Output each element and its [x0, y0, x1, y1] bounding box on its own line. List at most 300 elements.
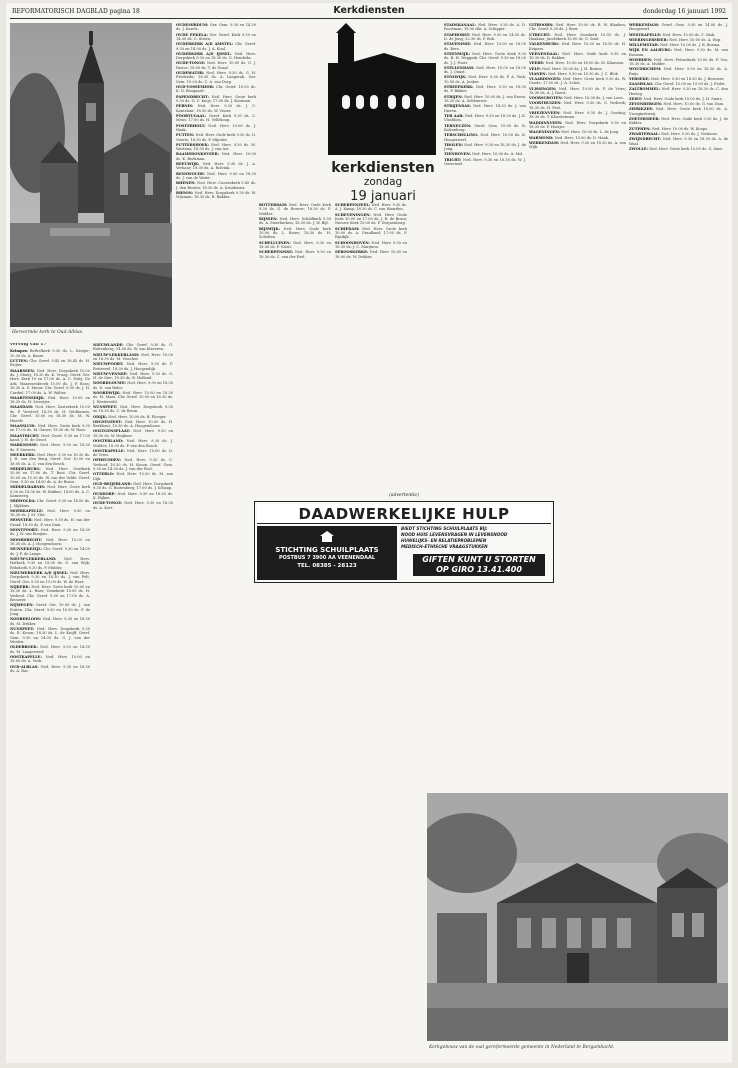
listing-services: Ned. Herv. 10.00 ds. J. H. Bruins.: [540, 66, 603, 71]
church-listing: [10, 359, 90, 368]
church-listing: [93, 343, 173, 352]
listing-place: WOERDEN:: [629, 57, 653, 62]
listing-services: Ned. Herv. 9.30 en 18.30 ds. J. de Jong.: [444, 142, 526, 152]
feature-title: kerkdiensten: [331, 160, 435, 176]
church-listing: [93, 482, 173, 491]
listing-place: OUD-ALBLAS:: [10, 664, 39, 669]
church-listing: [176, 33, 256, 42]
church-listing: [10, 405, 90, 423]
listing-place: NIJKERK:: [10, 584, 30, 589]
listing-services: Ned. Herv. Grote kerk 10.00 en 18.30 ds. L. Boer; Oenekerk 10.00 ds. H. Verheul. Chr. Geref. 9.30 en 17.00 ds. A. Brouwer.: [10, 584, 90, 603]
listing-place: VLAARDINGEN:: [529, 77, 562, 82]
ad-line-3: HUWELIJKS- EN RELATIEPROBLEMEN: [401, 538, 487, 543]
listing-place: MIDDELBURG:: [10, 466, 41, 471]
listing-place: NUNSPEET:: [10, 626, 35, 631]
listing-services: Ned. Herv. 14.30 ds. J. van Dieren.: [444, 104, 526, 113]
left-photo-caption: Hervormde kerk te Oud-Alblas.: [12, 330, 84, 335]
ad-organization-block: [257, 526, 397, 580]
newspaper-page: [6, 3, 732, 1063]
listing-place: OEGSTGEEST:: [93, 419, 123, 424]
ad-gift-line-2: OP GIRO 13.41.400: [436, 565, 522, 574]
listing-place: OUD-BEIJERLAND:: [93, 481, 132, 486]
church-listing: [10, 557, 90, 570]
church-listing: [629, 82, 728, 86]
listing-place: SCHOONHOVEN:: [335, 240, 370, 245]
listing-place: NIEUWLANDE:: [93, 343, 124, 347]
church-listing: [444, 42, 526, 51]
listing-services: Ned. Herv. 10.00 en 18.00 ds. W. Dekker.: [335, 250, 407, 259]
church-listing: [10, 349, 90, 358]
listing-services: Ned. Herv. Dorpskerk 9.30 en 18.30 ds. G. Hendriks.: [176, 51, 256, 61]
listing-place: ZOETERMEER:: [629, 117, 660, 122]
listing-place: VEERE:: [529, 61, 545, 66]
listing-services: Ned. Herv. 10.00 en 18.30 ds. A. J. Hoogendoorn.: [10, 537, 90, 547]
listing-services: Chr. Geref. 10.00 en 15.00 ds. J. Fiolet.: [653, 82, 726, 87]
listing-services: Ned. Herv. 9.30 en 14.00 ds. D. de Jong; 22.30 ds. P. Bok.: [444, 32, 526, 42]
church-listing: [176, 172, 256, 181]
church-listing: [529, 141, 626, 150]
listing-services: Ned. Herv. 9.30 ds. J. C. Kantelaar; 18.30 ds. W. Visser.: [176, 104, 256, 113]
church-listing: [444, 66, 526, 75]
listing-place: ODIJK:: [93, 414, 108, 419]
church-photo-oud-alblas: [10, 23, 172, 327]
listing-place: WOUDRICHEM:: [629, 67, 662, 72]
listing-services: Ned. Herv. 10.00 ds. G. J. Pastor; 18.00 ds. T. de Graaf.: [176, 61, 256, 70]
listing-services: Chr. Geref. 9.30 en 14.00 ds. J. Slijkhuis.: [10, 499, 90, 508]
church-listing: [629, 43, 728, 47]
church-listing: [93, 492, 173, 501]
listing-place: STADSKANAAL:: [444, 23, 477, 27]
church-listing: [629, 67, 728, 76]
listing-place: REEUWIJK:: [176, 161, 200, 166]
listing-services: Ned. Herv. Schildkerk 9.30 ds. A. Moerkerken; 18.30 ds. J. W. Bijl.: [259, 217, 331, 226]
church-listing: [335, 227, 407, 240]
listing-place: SCHIEDAM:: [335, 226, 360, 231]
church-listing: [93, 362, 173, 371]
listing-place: STREEFKERK:: [444, 85, 474, 90]
church-listing: [529, 136, 626, 140]
listing-services: Ned. Herv. 9.30 en 18.30 ds. N. van Ruler.: [93, 381, 173, 390]
listing-services: Ned. Herv. Grote kerk 9.30 ds. G. C. Kuijs; 17.00 ds. J. Kooiman.: [176, 94, 256, 104]
listing-place: MEERKERK:: [10, 452, 36, 457]
listing-place: POSTERHOLT:: [176, 123, 206, 128]
listing-place: RIJSSEN:: [259, 217, 278, 222]
church-listing: [176, 152, 256, 161]
church-listing: [93, 501, 173, 510]
listing-services: Ned. Herv. 9.30 en 18.30 ds. J. M. Vlot.: [10, 508, 90, 518]
church-listing: [629, 58, 728, 67]
listing-place: ZWIJNDRECHT:: [629, 137, 662, 142]
listing-place: MOERKAPELLE:: [10, 508, 44, 513]
listing-place: NIEUWPOORT:: [93, 362, 124, 367]
listing-place: STOLWIJK:: [444, 75, 467, 80]
church-listing: [176, 143, 256, 152]
church-listing: [10, 518, 90, 527]
ad-org-name: STICHTING SCHUILPLAATS: [275, 546, 379, 554]
church-listing: [629, 117, 728, 126]
listing-services: Ned. Herv. Dorpskerk 9.30 en 18.30 ds. J. van Pelt. Geref. Ger. 9.30 en 15.00 ds. W. de Heer.: [10, 570, 90, 584]
listing-place: MONTFOORT:: [10, 528, 39, 532]
listing-place: MOORDRECHT:: [10, 537, 43, 542]
bottom-photo-caption: Kerkgebouw van de oud gereformeerde gemeente in Nederland te Bergambacht.: [429, 1045, 615, 1050]
listing-services: Ned. Herv. Zusterkerk 10.00 ds. P. Versteel; 18.30 ds. H. Veldhuizen. Chr. Geref. 10.00 en 18.30 ds. M. W. Heerdt.: [10, 405, 90, 423]
church-listing: [629, 132, 728, 136]
ad-line-2: NOOD HUIS LEVENSVRAGEN IN LEVENSNOOD: [401, 532, 508, 537]
listing-place: NOORDELOOS:: [10, 617, 42, 622]
listing-place: MAASSLUIS:: [10, 423, 36, 428]
listing-services: Ned. Herv. 10.00 ds. R. W. Blanken; Chr. Geref. 9.30 ds. J. Boer.: [529, 23, 626, 32]
listing-services: Ned. Herv. Oude Kerk 9.30 ds. G. de Reuver; 18.30 ds. P. Mulder.: [259, 203, 331, 216]
listing-services: Ned. Herv. 10.00 ds. H. Berkhout; 18.30 ds. A. Hoogendoorn.: [93, 419, 173, 429]
listing-services: Ned. Herv. 10.00 ds. D. Haak.: [553, 135, 609, 140]
church-listing: [529, 52, 626, 61]
church-listing: [629, 137, 728, 146]
listing-column-3: [176, 23, 256, 200]
ad-org-phone: TEL. 08385 - 28123: [297, 563, 357, 569]
listing-services: Ned. Herv. Grote kerk 9.30 en 17.00 ds. M. Ganse; 18.30 ds. W. Roos.: [10, 423, 90, 433]
listing-place: NOORDGOUWE:: [93, 381, 127, 386]
church-listing: [176, 23, 256, 32]
listing-place: WAGENINGEN:: [529, 130, 560, 135]
listing-services: Ned. Herv. 9.30 ds. C. Verhoef; 18.30 ds. H. Kroon. Geref. Gem. 9.30 en 14.00 ds. J. van der Poel.: [93, 458, 173, 472]
listing-place: RIJSWIJK:: [259, 226, 280, 231]
church-listing: [444, 133, 526, 142]
listing-services: Ned. Herv. 9.30 ds. J. Mulder; 18.30 ds. P. van den Bosch.: [93, 439, 173, 448]
listing-place: WIJK EN AALBURG:: [629, 48, 672, 53]
column-10: [427, 588, 526, 788]
church-listing: [93, 439, 173, 448]
masthead: [10, 5, 728, 19]
listing-services: Ned. Geref. 9.30 en 17.00 kand. J. H. de Groot.: [10, 433, 90, 442]
listing-services: Ned. Herv. 9.30 en 18.30 ds. W. J. Ouweneel.: [444, 157, 526, 166]
church-listing: [259, 217, 331, 226]
column-3: [176, 23, 256, 491]
listing-place: TERSCHELLING:: [444, 133, 479, 138]
column-7: [176, 588, 256, 1058]
listing-place: TER AAR:: [444, 113, 464, 118]
listing-services: Ned. Herv. 10.00 ds. J. B. Bosma.: [658, 43, 721, 48]
advert-label: (advertentie): [389, 493, 419, 498]
church-listing: [259, 203, 331, 216]
listing-services: Ned. Herv. Dorpskerk 10.00 ds. J. Monij; 18.30 ds. K. Vroeg. Geref. Ger. Herv. Kerk 10 en 17.00 ds. A. C. Polej; De Ark, Maarssenbroek 10.00 ds. J. P. Roos; 18.30 A. S. Mouw. Chr. Geref. 9.30 ds. J. H. Cardiel; 17.00 ds. A. W. Walter.: [10, 368, 90, 395]
paper-name: REFORMATORISCH DAGBLAD pagina 18: [12, 8, 140, 15]
listing-place: WIERINGERMEER:: [629, 37, 668, 42]
listing-place: OLDEBROEK:: [10, 645, 38, 650]
column-4b: [444, 23, 526, 491]
section-title: Kerkdiensten: [333, 5, 405, 16]
church-listing: [176, 85, 256, 94]
listing-place: OOLTGENSPLAAT:: [93, 429, 131, 434]
church-listing: [10, 547, 90, 556]
listing-place: UTRECHT:: [529, 32, 551, 37]
column-9: [342, 588, 424, 1058]
listing-services: Chr. Geref. 10.00 ds. K. D. Boogaard.: [176, 85, 256, 94]
listing-place: PUTTERSHOEK:: [176, 142, 210, 147]
church-listing: [176, 114, 256, 123]
listing-services: Ned. Herv. Hofkerk 9.30 en 18.00 ds. G. van Wijk; Rehoboth 9.30 ds. P. Mulder.: [10, 556, 90, 570]
church-listing: [176, 42, 256, 51]
listing-place: MAASTRICHT:: [10, 433, 40, 438]
column-6: [629, 23, 728, 781]
church-listing: [176, 133, 256, 142]
ad-gift-line-1: GIFTEN KUNT U STORTEN: [422, 555, 536, 564]
listing-place: VELP:: [529, 66, 541, 71]
listing-place: PERNIS:: [176, 104, 194, 109]
church-listing: [629, 97, 728, 101]
church-listing: [444, 85, 526, 94]
listing-services: Ned. Herv. 9.00 ds. P. A. Vink; 10.00 ds. A. Jonker.: [444, 75, 526, 84]
listing-services: Ned. Herv. 9.30 en 18.30 ds. A. Kort.: [93, 501, 173, 510]
listing-services: Ned. Herv. 9.30 ds. M. van Rossum.: [629, 48, 728, 57]
listing-services: Ned. Herv. Grote kerk 10.00 ds. A. Graafland; 17.00 ds. P. Rijsdijk.: [335, 226, 407, 240]
listing-services: Ned. Herv. Dorpskerk 9.30 en 18.30 ds. C. de Bruin.: [93, 405, 173, 414]
column-4: [259, 203, 407, 491]
church-listing: [10, 434, 90, 443]
listing-place: NOORDWIJK:: [93, 391, 121, 396]
church-listing: [10, 509, 90, 518]
church-listing: [93, 449, 173, 458]
listing-place: WERKENDAM:: [529, 140, 560, 145]
listing-services: Ned. Herv. Grote kerk 9.30 ds. W. Goede; 17.00 ds. J. A. Schot.: [529, 77, 626, 86]
church-listing: [93, 391, 173, 404]
church-listing: [93, 415, 173, 419]
church-listing: [176, 124, 256, 133]
listing-services: Ned. Herv. 9.30 en 18.30 ds. K. Rijken.: [93, 491, 173, 500]
listing-place: OUDERKERK A/D AMSTEL:: [176, 42, 234, 47]
listing-services: Ned. Herv. Oostkerk 10.00 en 17.00 ds. T. Boot. Chr. Geref. 10.00 en 15.30 ds. W. van der Velde. Geref. Gem. 9.30 en 14.00 ds. A. de Bruin.: [10, 466, 90, 484]
listing-services: Ned. Herv. 10.00 en 18.30 ds. H. Kuipers.: [529, 42, 626, 51]
listing-place: VOORSCHOTEN:: [529, 96, 563, 101]
listing-services: Ned. Herv. 9.30 en 18.30 ds. C. den Hertog.: [629, 87, 728, 96]
listing-place: MAARSSEN:: [10, 368, 35, 373]
listing-place: RENSWOUDE:: [176, 171, 206, 176]
listing-services: Ned. Herv. 10.00 ds. J. Haak.: [176, 123, 256, 132]
church-listing: [444, 52, 526, 65]
listing-place: SEROOSKERKE:: [335, 250, 369, 255]
church-listing: [10, 617, 90, 626]
listing-services: Ned. Herv. 9.30 en 14.30 ds. M. Laagerwerf.: [10, 645, 90, 654]
church-listing: [629, 102, 728, 106]
column-1: [10, 343, 90, 1058]
church-listing: [529, 130, 626, 134]
listing-services: Geref. Gem. 9.30 en 14.00 ds. J. Hoogewerf.: [629, 23, 728, 32]
church-listing: [259, 250, 331, 259]
listing-place: OUDE-TONGE:: [176, 61, 206, 66]
listing-services: Ned. Herv. 9.30 en 18.30 ds. P. Sieverts.: [10, 443, 90, 452]
listing-services: Ned. Herv. Domkerk 10.30 ds. J. Haakma; Jacobikerk 10.00 ds. G. Smit.: [529, 32, 626, 42]
listing-place: THOLEN:: [444, 142, 463, 147]
listing-services: Chr. Geref. 9.30 ds. G. Ruitenberg; 14.00 ds. W. van Klaveren.: [93, 343, 173, 352]
listing-column-4b: [444, 23, 526, 166]
listing-place: ZEIST:: [629, 97, 643, 102]
listing-place: OOSTERLAND:: [93, 439, 124, 444]
listing-place: SCHEVENINGEN:: [335, 212, 371, 217]
listing-column-4: [259, 203, 407, 260]
listing-services: Ned. Herv. Oude kerk 9.30 en 18.30 ds. D. Bakker.: [529, 51, 626, 61]
listing-place: YERSEKE:: [629, 77, 650, 82]
listing-services: Ned. Herv. 9.30 en 18.30 ds. A. Ruijs.: [629, 67, 728, 76]
listing-services: Ger. Geref. Kerk 9.30 en 14.00 ds. C. Strien.: [176, 32, 256, 42]
church-listing: [10, 571, 90, 584]
church-listing: [93, 472, 173, 481]
listing-place: OUDDORP:: [93, 491, 116, 496]
listing-services: Ned. Herv. 10.00 en 18.30 ds. H. Sweetjes.: [10, 395, 90, 405]
listing-place: TIENHOVEN:: [444, 152, 471, 157]
church-listing: [444, 124, 526, 133]
listing-services: Ned. Herv. 10.00 ds. M. van Dijk.: [93, 472, 173, 481]
listing-place: RHENEN:: [176, 181, 196, 186]
listing-services: Ned. Herv. 10.00 en 16.30 ds. M. Visscher.: [93, 352, 173, 362]
church-listing: [93, 372, 173, 381]
listing-place: OUDE-TONGE:: [93, 501, 123, 506]
listing-services: Ned. Herv. 10.00 ds. D. de Vries.: [93, 448, 173, 458]
listing-place: NIEUW-LEKKERLAND:: [93, 352, 140, 357]
feature-date: 19 januari: [350, 189, 416, 204]
listing-place: NIEUWERKERK A/D IJSSEL:: [10, 570, 69, 575]
listing-place: MUNNEKEZIJL:: [10, 547, 43, 552]
listing-place: OUDEMIRDUM:: [176, 23, 209, 27]
listing-place: ZIERIKZEE:: [629, 107, 654, 112]
listing-place: OUDEWATER:: [176, 71, 205, 76]
listing-place: STRIJENSAS:: [444, 104, 471, 109]
listing-place: OOSTKAPELLE:: [10, 654, 42, 659]
listing-services: Ned. Herv. 9.30 en 18.30 ds. C. van der Poel.: [259, 250, 331, 259]
listing-place: OUDE PEKELA:: [176, 32, 208, 37]
church-listing: [93, 381, 173, 390]
listing-place: ZEVENBERGEN:: [629, 102, 663, 107]
listing-services: Ned. Herv. 10.00 ds. A. Hop.: [667, 37, 722, 42]
church-listing: [629, 23, 728, 32]
listing-services: Ned. Herv. Petruskerk 10.00 ds. P. Vos; 18.30 ds. A. Mulder.: [629, 57, 728, 67]
listing-place: OTTERLO:: [93, 472, 115, 477]
church-listing: [529, 121, 626, 130]
church-listing: [335, 203, 407, 212]
listing-services: Ned. Herv. 9.30 ds. H. van der Graaf; 18.30 ds. P. van Dam.: [10, 518, 90, 527]
listing-services: Ned. Herv. Oude Kerk 10.00 en 17.00 ds. J. R. de Bruin; Nieuwe Kerk 10.00 ds. P. Zwijnenburg.: [335, 212, 407, 226]
church-listing: [93, 353, 173, 362]
listing-services: Ned. Herv. 10.00 ds. W. Koops.: [650, 126, 709, 131]
listing-place: POORTUGAAL:: [176, 113, 207, 118]
church-listing: [444, 104, 526, 113]
listing-services: Ned. Herv. 10.00 en 18.00 ds. A. Vink.: [10, 654, 90, 664]
column-5: [529, 23, 626, 781]
listing-place: VOORTHUIZEN:: [529, 101, 562, 106]
church-listing: [444, 152, 526, 156]
listing-services: Ned. Herv. 9.30 en 18.30 ds. J. Brouwer.: [649, 77, 725, 82]
church-listing: [176, 71, 256, 84]
listing-place: VEENENDAAL:: [529, 51, 560, 56]
church-listing: [10, 369, 90, 395]
listing-services: Ned. Herv. Grote kerk 9.30 en 18.30 ds. W. Bakker; 14.00 ds. A. C. Kamsteeg.: [10, 485, 90, 498]
ad-giro-box: [413, 554, 545, 576]
listing-services: Geref. Ger. 10.00 ds. J. van Putten. Chr. Geref. 9.30 en 16.00 ds. P. de Jong.: [10, 603, 90, 617]
listing-column-1: [10, 349, 90, 673]
listing-services: Bethelkerk 9.30 ds. L. Kruijer; 10.30 ds. A. Baars.: [10, 349, 90, 358]
listing-place: ZUTPHEN:: [629, 126, 651, 131]
column-2: [93, 343, 173, 1058]
church-listing: [629, 33, 728, 37]
kerkdiensten-header: [324, 160, 442, 204]
listing-services: Ned. Herv. 9.30 en 18.30 ds. J. H. van den Berg. Geref. Ger. 10.00 en 16.00 ds. A. C. van den Bosch.: [10, 452, 90, 466]
church-listing: [444, 143, 526, 152]
listing-services: Ned. Herv. Oude kerk 9.30 ds. J. de Ridder.: [629, 117, 728, 126]
church-listing: [529, 72, 626, 76]
church-listing: [10, 453, 90, 466]
listing-place: OUD-VOSSEMEER:: [176, 85, 215, 90]
listing-place: MARKNESSE:: [10, 443, 39, 448]
listing-place: TERNEUZEN:: [444, 123, 472, 128]
listing-services: Ned. Herv. Dorpskerk 9.30 ds. G. Ruitenberg; 17.00 ds. J. Schaap.: [93, 481, 173, 491]
listing-place: STAPHORST:: [444, 32, 471, 37]
church-listing: [529, 61, 626, 65]
church-listing: [529, 111, 626, 120]
listing-services: Ned. Herv. Dorpskerk 9.30 en 18.30 ds. P. Hooijer.: [529, 120, 626, 130]
listing-services: Ned. Herv. 9.30 en 18.30 ds. P. Bikker.: [444, 85, 526, 94]
listing-place: STRIJEN:: [444, 94, 463, 99]
ad-org-address: POSTBUS 7 3900 AA VEENENDAAL: [278, 555, 376, 561]
listing-services: Ger. Gem. 9.30 en 14.30 ds. J. Karels.: [176, 23, 256, 32]
listing-place: MAARTENSDIJK:: [10, 395, 45, 400]
church-listing: [629, 147, 728, 151]
church-listing: [529, 77, 626, 86]
church-listing: [335, 250, 407, 259]
column-continuation-heading: vervolg van 17: [10, 343, 47, 347]
listing-place: STAVENISSE:: [444, 42, 472, 47]
listing-services: Ned. Herv. 9.30 en 18.30 ds. W. Heijboer.: [93, 429, 173, 438]
listing-services: Ned. Herv. 9.30 ds. G. H. Frederiks; 18.30 ds. A. Langerak. Ger. Gem. 10.00 ds. C. A. van Dorp.: [176, 71, 256, 84]
church-listing: [444, 23, 526, 32]
listing-column-2: [93, 343, 173, 510]
listing-services: Ned. Herv. 10.00 ds. L. de Jong.: [559, 130, 620, 135]
listing-services: Ned. Herv. 10.00 en 18.30 ds. M. Maas. Chr. Geref. 10.00 en 16.30 ds. J. Westerveld.: [93, 391, 173, 404]
ad-service-list: [401, 526, 551, 580]
church-listing: [629, 48, 728, 57]
listing-place: RHOON:: [176, 190, 194, 195]
listing-place: Krimpen: [10, 349, 28, 354]
church-listing: [176, 95, 256, 104]
listing-place: NIEUW-VENNEP:: [93, 371, 128, 376]
listing-services: Ned. Herv. 9.30 en 18.30 ds. A. Bac.: [10, 664, 90, 673]
church-photo-bergambacht: [427, 793, 728, 1041]
listing-place: WADDINXVEEN:: [529, 120, 563, 125]
listing-services: Ned. Herv. 10.00 en 18.00 ds. M. Klaassen.: [544, 61, 625, 66]
listing-services: Geref. Gem. 10.00 ds. R. Kattenberg.: [444, 123, 526, 132]
listing-services: Ned. Herv. 10.00 ds. G. van Dam.: [662, 102, 725, 107]
church-listing: [629, 107, 728, 116]
listing-services: Ned. Herv. 9.30 ds. P. Rotteveel; 18.30 ds. J. Hoogendijk.: [93, 362, 173, 371]
church-listing: [10, 485, 90, 498]
listing-place: MIDDELHARNIS:: [10, 485, 46, 490]
column-8: [259, 588, 339, 1058]
church-listing: [10, 585, 90, 603]
listing-services: Ned. Herv. Cunerakerk 9.45 ds. J. den Besten; 18.30 ds. A. Kruidenier.: [176, 181, 256, 190]
listing-services: Geref. Kerk 9.30 ds. C. Meus; 17.00 ds. H. Vellekoop.: [176, 113, 256, 123]
church-listing: [444, 75, 526, 84]
listing-place: OOSTKAPELLE:: [93, 448, 125, 453]
church-listing: [176, 162, 256, 171]
issue-date: donderdag 16 januari 1992: [643, 8, 726, 15]
church-listing: [176, 181, 256, 190]
church-listing: [444, 114, 526, 123]
listing-place: PUTTEN:: [176, 133, 195, 138]
listing-services: Ned. Herv. 9.30 en 18.30 ds. A. van Wijk.: [529, 140, 626, 150]
listing-services: Ned. Herv. 9.30 en 18.30 ds. J. K. Vlasblom.: [444, 113, 526, 123]
listing-place: ZWOLLE:: [629, 146, 648, 151]
feature-day: zondag: [363, 176, 403, 188]
church-listing: [629, 77, 728, 81]
church-listing: [10, 627, 90, 645]
listing-place: LUTTEN:: [10, 359, 28, 364]
